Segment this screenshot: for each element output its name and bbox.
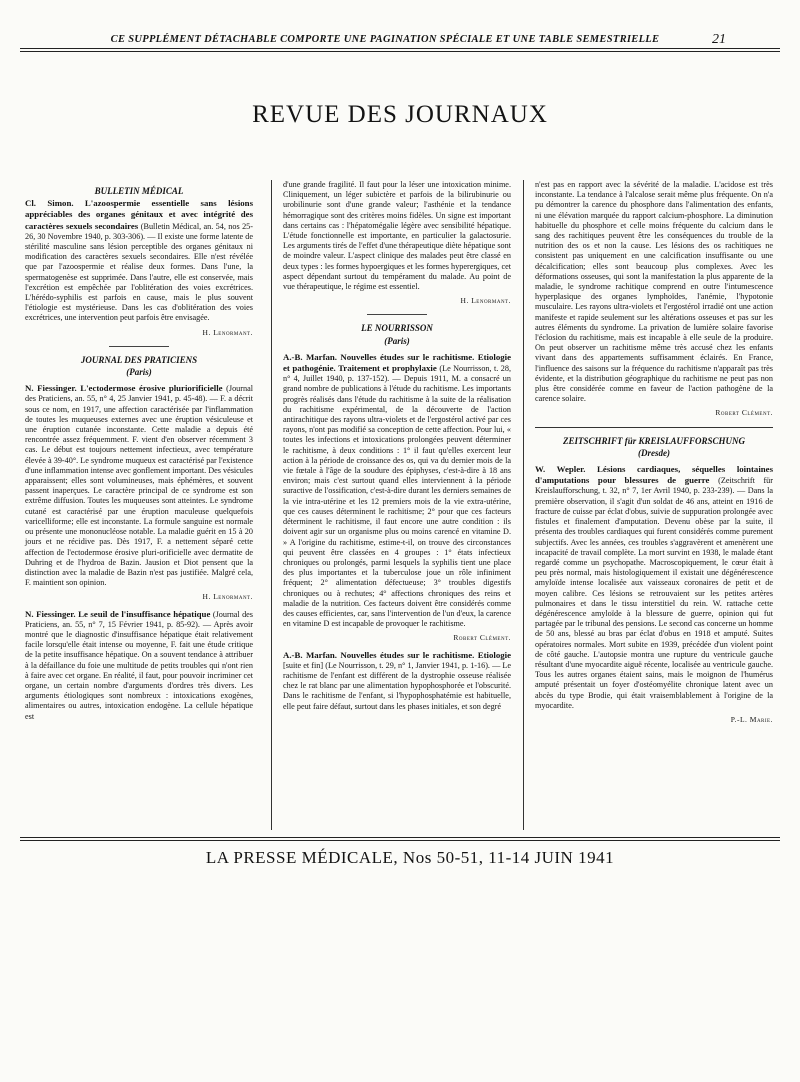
article-signature: H. Lenormant. [202,592,253,602]
section-location: (Paris) [384,335,410,346]
column-divider [523,180,524,830]
article-heading: N. Fiessinger. Le seuil de l'insuffisance hépatique [25,608,213,619]
header-rule [20,48,780,49]
article-signature: H. Lenormant. [460,296,511,306]
section-heading: BULLETIN MÉDICAL [94,186,184,196]
header-rule-double [20,51,780,52]
article-signature: Robert Clément. [453,633,511,643]
footer-rule [20,837,780,838]
article-body: (Journal des Praticiens, an. 55, n° 4, 25 Janvier 1941, p. 45-48). — F. a décrit sous ce nom, en 1917, une affection caractérisée par l'inflammation de toutes les muqueuses externes avec une éruption vésiculeuse et une éruption cutanée inconstante. Cette maladie a depuis été rencontrée assez fréquemment. F. vient d'en observer récemment 3 cas. Le début est toujours nettement infectieux, avec température élevée à 39-40°. Le syndrome muqueux est caractérisé par l'existence d'une inflammation intense avec gonflement important. Des vésicules apparaissent; elles sont volumineuses, mais éphémères, et souvent passent inaperçues. Le caractère principal de ce syndrome est son extrême diffusion. Toutes les muqueuses sont atteintes. Le syndrome cutané est caractérisé par une éruption maculeuse quelquefois varicelliforme; elle est inconstante. La formule sanguine est normale ou présente une mononucléose notable. La maladie guérit en 15 à 20 jours et ne récidive pas. Dès 1917, F. a nettement séparé cette affection de l'ectodermose érosive pluri-orificielle avec dermatite de Duhring et de l'hydroa de Bazin. Jausion et Diot pensent que la distinction avec la maladie de Bazin n'est pas justifiée. Malgré cela, F. maintient son opinion. [25,384,253,588]
article-body: [suite et fin] (Le Nourrisson, t. 29, n° 1, Janvier 1941, p. 1-16). — Le rachitisme de l'enfant est différent de la dystrophie osseuse réalisée chez le rat blanc par une alimentation hypophosphorée et l'obscurité. Dans le rachitisme de l'enfant, si l'hypophosphatémie est habituelle, elle peut faire défaut, surtout dans les phases initiales, et son degré [283,660,511,711]
article-continuation: d'une grande fragilité. Il faut pour la léser une intoxication minime. Cliniquement, un léger subictère et parfois de la bilirubinurie ou urobilinurie sont d'une grande valeur; l'asthénie et la tendance hémorragique sont des critères moins fidèles. Un signe est important dans certains cas : l'hépatomégalie légère avec sensibilité hépatique. L'étude fonctionnelle est importante, en particulier la galactosurie. Les arguments tirés de l'effet d'une thérapeutique diète hépatique sont de moindre valeur. L'aspect clinique des malades peut être classé en deux types : les formes hypoergiques et les formes hyperergiques, cet aspect dépendant surtout du tempérament du malade. Au point de vue thérapeutique, le régime est essentiel. [283,180,511,292]
footer-rule-double [20,840,780,841]
column-divider [271,180,272,830]
article-heading: A.-B. Marfan. Nouvelles études sur le rachitisme. Etiologie et pathogénie. Traitement et prophylaxie [283,351,511,374]
article-signature: P.-L. Marie. [730,714,773,724]
section-heading: ZEITSCHRIFT für KREISLAUFFORSCHUNG [562,435,746,446]
article-heading: Cl. Simon. L'azoospermie essentielle sans lésions appréciables des organes génitaux et avec intégrité des caractères sexuels secondaires [25,198,253,231]
journal-footer: LA PRESSE MÉDICALE, Nos 50-51, 11-14 JUIN 1941 [205,848,615,867]
article [25,383,253,588]
article-heading: A.-B. Marfan. Nouvelles études sur le rachitisme. Etiologie [283,649,511,660]
article-signature: Robert Clément. [715,408,773,418]
article [25,609,253,722]
article-body: (Bulletin Médical, an. 54, nos 25-26, 30 Novembre 1940, p. 303-306). — Il existe une forme latente de stérilité masculine sans lésion perceptible des organes génitaux ni modification des caractères sexuels secondaires. Elle n'est révélée que par l'azoospermie et réalise deux formes. Dans l'une, la spermatogenèse est supprimée. Dans l'autre, elle est conservée, mais l'excrétion est empêchée par l'oblitération des voies excrétrices. L'hérédo-syphilis est parfois en cause, mais le plus souvent l'étiologie est mystérieuse. Dans les cas d'oblitération des voies excrétrices, une intervention peut parfois être envisagée. [25,221,253,323]
article [283,352,511,629]
article [25,198,253,323]
article-heading: W. Wepler. Lésions cardiaques, séquelles lointaines d'amputations pour blessures de guerre [535,464,773,486]
article-body: (Journal des Praticiens, an. 55, n° 7, 15 Février 1941, p. 85-92). — Après avoir montré que le diagnostic d'insuffisance hépatique était relativement facile lorsqu'elle était intense ou moyenne, F. fait une étude critique de la petite insuffisance hépatique. On a souvent tendance à attribuer à la défaillance du foie une multitude de petits troubles qui n'ont rien à faire avec cet organe. En réalité, il faut, pour pouvoir incriminer cet organe, un certain nombre d'arguments d'ordres très divers. Les arguments étiologiques sont nombreux : intoxications exogènes, alimentaires ou autres, intoxication endogène. La cellule hépatique est [25,609,253,721]
column-3 [535,180,773,731]
article-continuation: n'est pas en rapport avec la sévérité de la maladie. L'acidose est très inconstante. La tendance à l'alcalose serait même plus fréquente. On n'a pu démontrer la carence du phosphore dans l'alimentation des enfants, ni une élévation marquée du rapport calcium-phosphore. La diminution habituelle du phosphore et celle moins fréquente du calcium dans le sang des rachitiques peuvent être les conséquences du trouble de la nutrition des os et non la cause. Les lésions des os rachitiques ne consistent pas uniquement en une calcification insuffisante ou une décalcification; elles sont beaucoup plus complexes. Avec les déformations osseuses, qui sont la manifestation la plus apparente de la maladie, le syndrome rachitique comprend en outre l'intumescence hyperplasique des organes lymphoïdes, l'anémie, l'hypotonie musculaire. Les rayons ultra-violets et l'ergostérol irradié ont une action manifeste et rapide seulement sur les altérations osseuses et pas sur les autres éléments du syndrome. La privation de lumière solaire favorise l'éclosion du rachitisme, mais est incapable à elle seule de la produire. On peut observer un rachitisme même très accusé chez les enfants vivant dans des appartements suffisamment éclairés. En France, l'influence des saisons sur la fréquence du rachitisme n'apparaît pas très évidente, et la distribution géographique du rachitisme ne peut pas non plus être considérée comme en faveur de l'action pathogène de la carence solaire. [535,180,773,404]
section-location: (Paris) [126,367,152,378]
article-heading: N. Fiessinger. L'ectodermose érosive pluriorificielle [25,383,227,394]
column-2 [283,180,511,716]
separator-rule [535,427,773,428]
article [535,464,773,711]
article-signature: H. Lenormant. [202,327,253,337]
supplement-banner: CE SUPPLÉMENT DÉTACHABLE COMPORTE UNE PAGINATION SPÉCIALE ET UNE TABLE SEMESTRIELLE [110,34,660,45]
page-number: 21 [712,32,726,47]
section-heading: LE NOURRISSON [361,323,433,334]
section-heading: JOURNAL DES PRATICIENS [80,354,198,365]
article-body: (Le Nourrisson, t. 28, n° 4, Juillet 1940, p. 137-152). — Depuis 1911, M. a consacré un grand nombre de publications à l'étude du rachitisme. Les importants progrès réalisés dans l'étude du rachitisme à la suite de la réalisation du rachitisme expérimental, de la découverte de l'action antirachitique des rayons ultra-violets et de l'ergostérol activé par ces rayons, n'ont pas modifié sa conception de cette affection. Pour lui, « toutes les infections et intoxications prolongées peuvent déterminer le rachitisme, à deux conditions : 1° il faut qu'elles exercent leur action à la période de croissance des os, qui va du dernier mois de la vie fœtale à l'âge de la soudure des épiphyses, c'est-à-dire à 18 ans environ; mais c'est surtout quand elles interviennent à la période suractive de l'ossification, c'est-à-dire durant les derniers semaines de la vie intra-utérine et les 12 premiers mois de la vie extra-utérine, que ces causes déterminent le rachitisme; 2° pour que ces facteurs déterminent le rachitisme, il faut encore une autre condition : ils doivent agir sur un organisme plus ou moins carencé en vitamine D. » A l'origine du rachitisme, estime-t-il, on trouve des circonstances qui peuvent être classées en 4 groupes : 1° états infectieux chroniques ou prolongés, parmi lesquels la syphilis tient une place des plus importantes et la tuberculose joue un rôle infiniment fréquent; 2° alimentation défectueuse; 3° troubles digestifs chroniques ou à rechutes; 4° affections chroniques des reins et maladie de la nutrition. Ces facteurs doivent être considérés comme des causes efficientes, car, sans l'intervention de l'un d'eux, la carence en vitamine D est incapable de provoquer le rachitisme. [283,364,511,629]
article-body: (Zeitschrift für Kreislaufforschung, t. 32, n° 7, 1er Avril 1940, p. 233-239). — Dans la première observation, il s'agit d'un soldat de 46 ans, atteint en 1916 de fracture de cuisse par éclat d'obus, suivie de suppuration prolongée avec fistules et finalement d'amputation. Devenu obèse par la suite, il présenta des troubles cardiaques qui furent considérés comme purement subjectifs. Avec les années, ces troubles s'aggravèrent et amenèrent une incapacité de travail complète. La mort survint en 1938, le malade étant regardé comme un psychopathe. Macroscopiquement, le cœur était à peu près normal, mais histologiquement il existait une dégénérescence amyloïde intense localisée aux vaisseaux coronaires de petit et de moyen calibre. Ces lésions se retrouvaient sur les petites artères pulmonaires et dans le tissu interstitiel du rein. W. rattache cette dégénérescence amyloïde à la blessure de guerre, opinion qui fut partagée par le tribunal des pensions. Le second cas concerne un homme de 50 ans, blessé au bras par éclat d'obus en 1918 et amputé. Suites opératoires normales. Mort subite en 1939, précédée d'un violent point de côté gauche. L'autopsie montra une rupture du ventricule gauche résultant d'une myocardite aiguë récente, localisée au ventricule gauche. Tous les autres organes étaient sains, mais le moignon de l'humérus amputé présentait un foyer d'ostéomyélite chronique latent avec un abcès du type Brodie, qui était vraisemblablement à l'origine de la myocardite. [535,476,773,710]
column-1 [25,180,253,726]
separator-rule [109,346,169,347]
separator-rule [367,314,427,315]
page-title: REVUE DES JOURNAUX [252,101,548,128]
section-location: (Dresde) [638,447,670,458]
article [283,650,511,712]
